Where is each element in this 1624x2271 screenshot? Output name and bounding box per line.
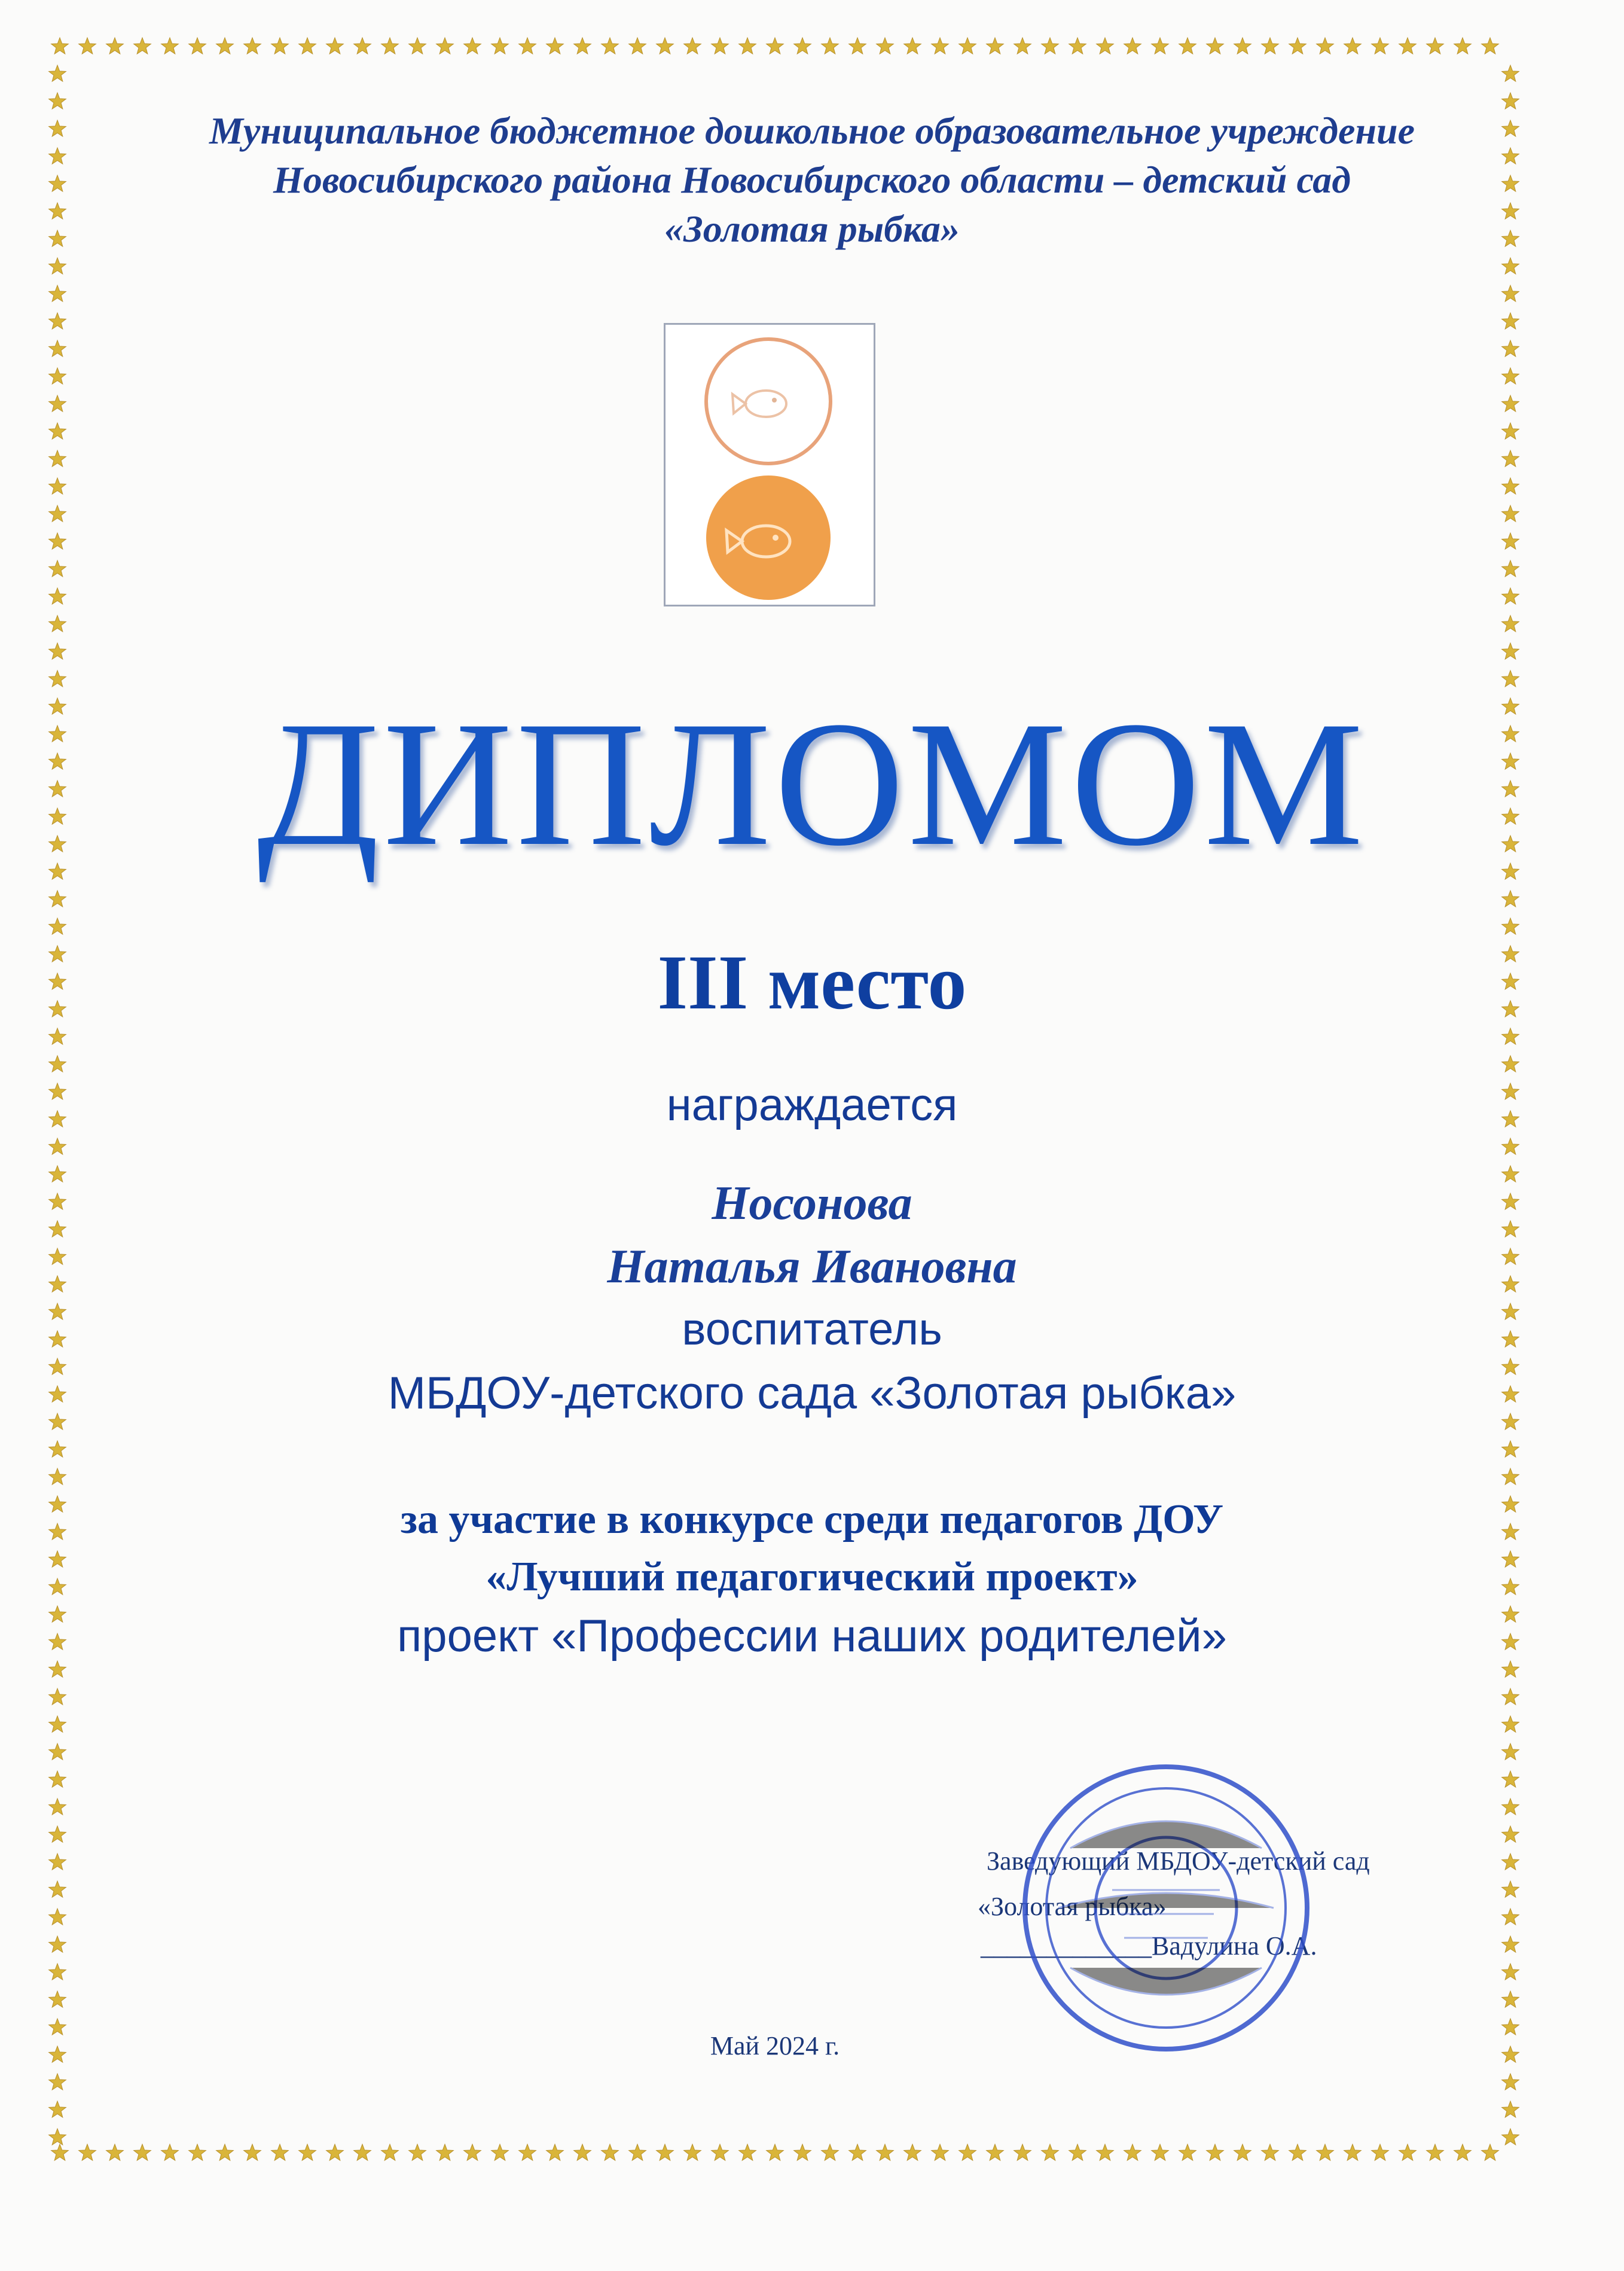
org-line-3: «Золотая рыбка» bbox=[664, 208, 960, 250]
recipient-surname: Носонова bbox=[712, 1177, 912, 1230]
signature-org: «Золотая рыбка» bbox=[978, 1892, 1167, 1921]
signature-name: _____________Вадулина О.А. bbox=[981, 1931, 1317, 1961]
reason-line-1: за участие в конкурсе среди педагогов ДОУ bbox=[400, 1496, 1224, 1543]
goldfish-logo-orange-icon bbox=[706, 475, 831, 600]
org-line-1: Муниципальное бюджетное дошкольное образовательное учреждение bbox=[209, 109, 1415, 152]
recipient-institution: МБДОУ-детского сада «Золотая рыбка» bbox=[387, 1368, 1237, 1419]
awarded-label: награждается bbox=[666, 1080, 958, 1130]
reason-line-2: «Лучший педагогический проект» bbox=[486, 1554, 1138, 1600]
signature-title: Заведующий МБДОУ-детский сад bbox=[987, 1846, 1370, 1876]
place-label: III место bbox=[657, 940, 967, 1026]
diploma-title: ДИПЛОМОМ bbox=[257, 684, 1367, 883]
reason-line-3: проект «Профессии наших родителей» bbox=[397, 1611, 1227, 1662]
org-line-2: Новосибирского района Новосибирского области – детский сад bbox=[273, 158, 1351, 201]
issue-date: Май 2024 г. bbox=[710, 2031, 840, 2060]
kindergarten-logo bbox=[664, 323, 875, 606]
recipient-given-name: Наталья Ивановна bbox=[607, 1240, 1017, 1293]
recipient-position: воспитатель bbox=[682, 1304, 942, 1355]
official-stamp bbox=[1016, 1758, 1315, 2057]
goldfish-logo-outline-icon bbox=[706, 339, 831, 464]
